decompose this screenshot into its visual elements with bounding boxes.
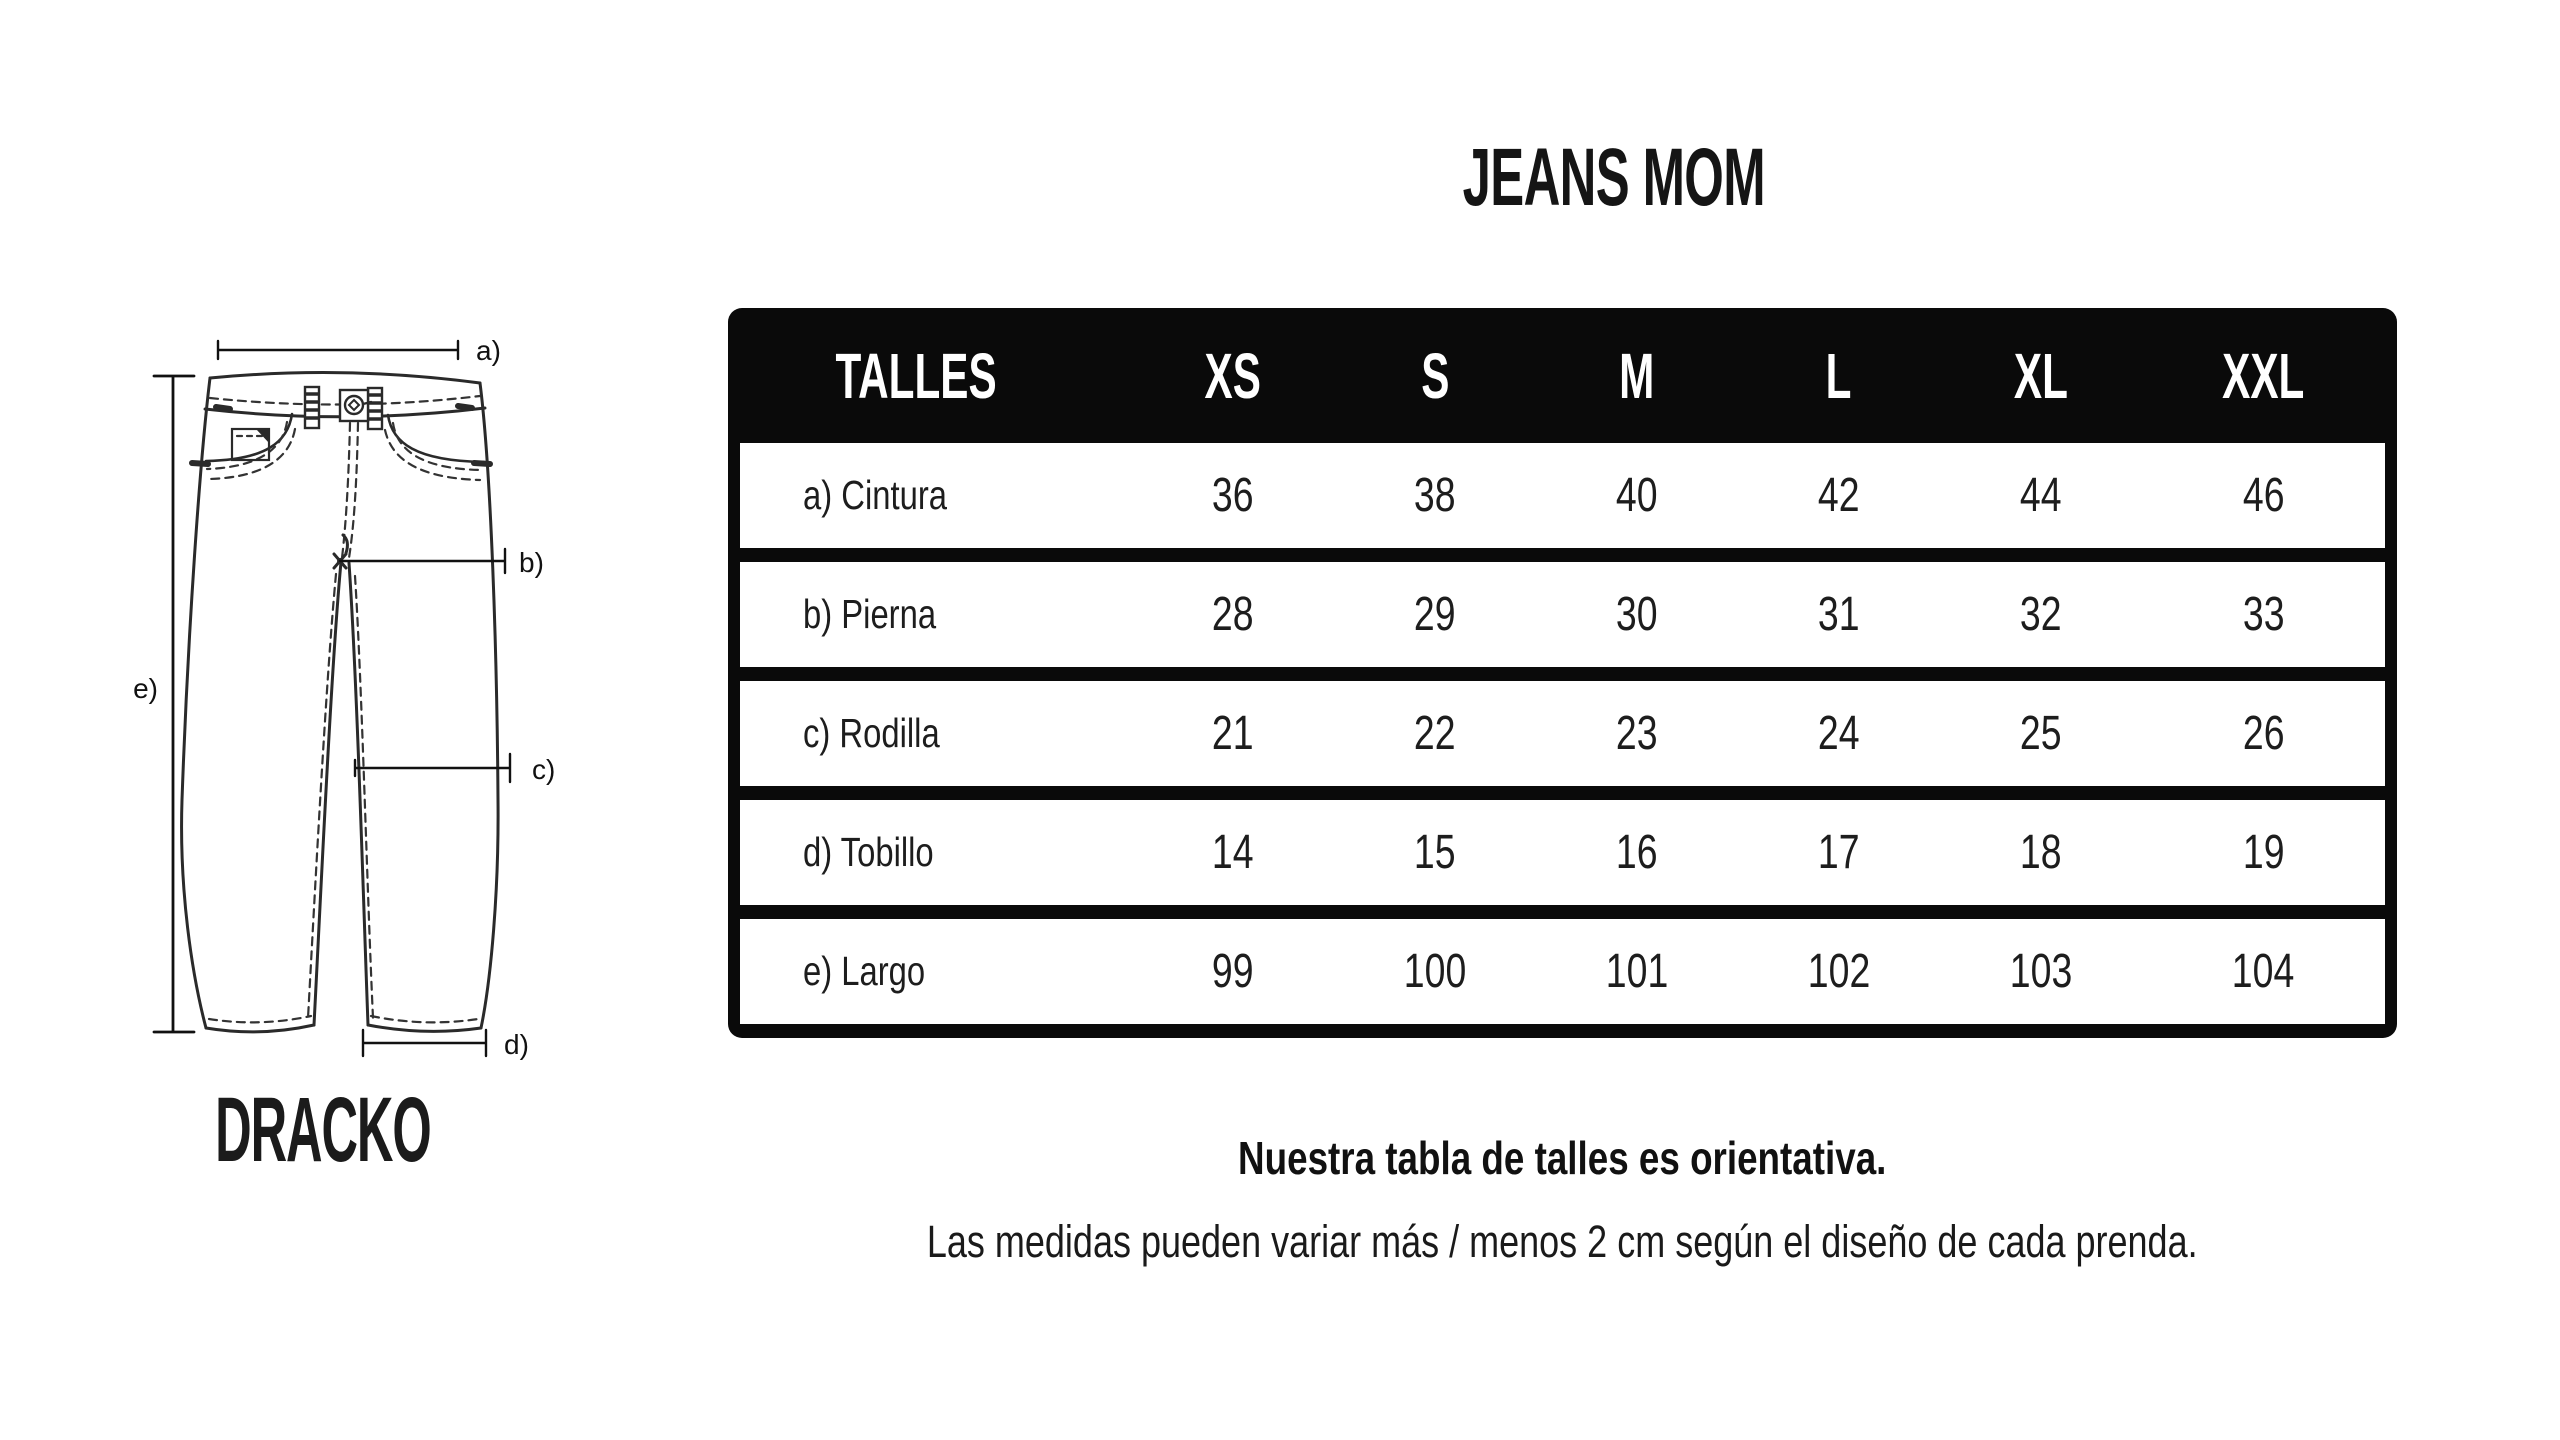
cell-value: 42 <box>1818 469 1860 522</box>
jeans-stitching <box>207 396 482 1022</box>
label-d: d) <box>504 1029 529 1060</box>
cell-value: 33 <box>2242 588 2285 641</box>
cell-value: 36 <box>1212 469 1254 522</box>
header-size-xl: XL <box>2014 339 2068 412</box>
jeans-details <box>192 387 490 568</box>
jeans-outline <box>182 373 499 1032</box>
cell-value: 31 <box>1818 588 1860 641</box>
header-size-xxl: XXL <box>2222 339 2305 412</box>
cell-value: 21 <box>1212 707 1254 760</box>
header-talles: TALLES <box>835 339 997 412</box>
cell-value: 101 <box>1605 945 1669 998</box>
header-size-s: S <box>1420 339 1450 412</box>
cell-value: 100 <box>1403 945 1467 998</box>
cell-value: 99 <box>1212 945 1254 998</box>
row-label: c) Rodilla <box>803 710 940 756</box>
cell-value: 15 <box>1414 826 1456 879</box>
cell-value: 44 <box>2020 469 2062 522</box>
cell-value: 26 <box>2242 707 2285 760</box>
header-size-l: L <box>1826 339 1852 412</box>
cell-value: 102 <box>1807 945 1871 998</box>
note-disclaimer-bold: Nuestra tabla de talles es orientativa. <box>1238 1132 1887 1184</box>
page-title-text: JEANS MOM <box>1462 132 1766 223</box>
cell-value: 29 <box>1414 588 1456 641</box>
row-label: b) Pierna <box>803 591 937 637</box>
table-row-tobillo <box>740 800 2385 905</box>
table-row-rodilla <box>740 681 2385 786</box>
cell-value: 14 <box>1212 826 1254 879</box>
cell-value: 25 <box>2020 707 2062 760</box>
page-title <box>1114 128 2114 228</box>
cell-value: 22 <box>1414 707 1456 760</box>
label-e: e) <box>133 673 158 704</box>
table-row-largo <box>740 919 2385 1024</box>
cell-value: 16 <box>1616 826 1658 879</box>
brand-logo-text: DRACKO <box>215 1079 431 1181</box>
jeans-measurement-diagram <box>100 330 580 1070</box>
cell-value: 18 <box>2020 826 2062 879</box>
header-size-xs: XS <box>1204 339 1262 412</box>
cell-value: 28 <box>1212 588 1254 641</box>
table-header-row <box>740 308 2385 443</box>
label-b: b) <box>519 547 544 578</box>
row-label: e) Largo <box>803 948 926 994</box>
brand-logo <box>118 1079 528 1181</box>
cell-value: 38 <box>1414 469 1456 522</box>
cell-value: 23 <box>1616 707 1658 760</box>
row-label: d) Tobillo <box>803 829 934 875</box>
cell-value: 19 <box>2242 826 2285 879</box>
cell-value: 30 <box>1616 588 1658 641</box>
cell-value: 46 <box>2242 469 2285 522</box>
table-body <box>740 443 2385 1024</box>
cell-value: 40 <box>1616 469 1658 522</box>
table-row-cintura <box>740 443 2385 548</box>
label-c: c) <box>532 754 556 785</box>
label-a: a) <box>476 335 501 366</box>
cell-value: 103 <box>2009 945 2073 998</box>
table-row-pierna <box>740 562 2385 667</box>
cell-value: 32 <box>2020 588 2062 641</box>
cell-value: 17 <box>1818 826 1860 879</box>
header-size-m: M <box>1619 339 1655 412</box>
size-chart-table <box>728 308 2397 1038</box>
row-label: a) Cintura <box>803 472 948 518</box>
cell-value: 24 <box>1818 707 1860 760</box>
note-disclaimer-regular: Las medidas pueden variar más / menos 2 cm según el diseño de cada prenda. <box>927 1216 2198 1267</box>
cell-value: 104 <box>2232 945 2295 998</box>
